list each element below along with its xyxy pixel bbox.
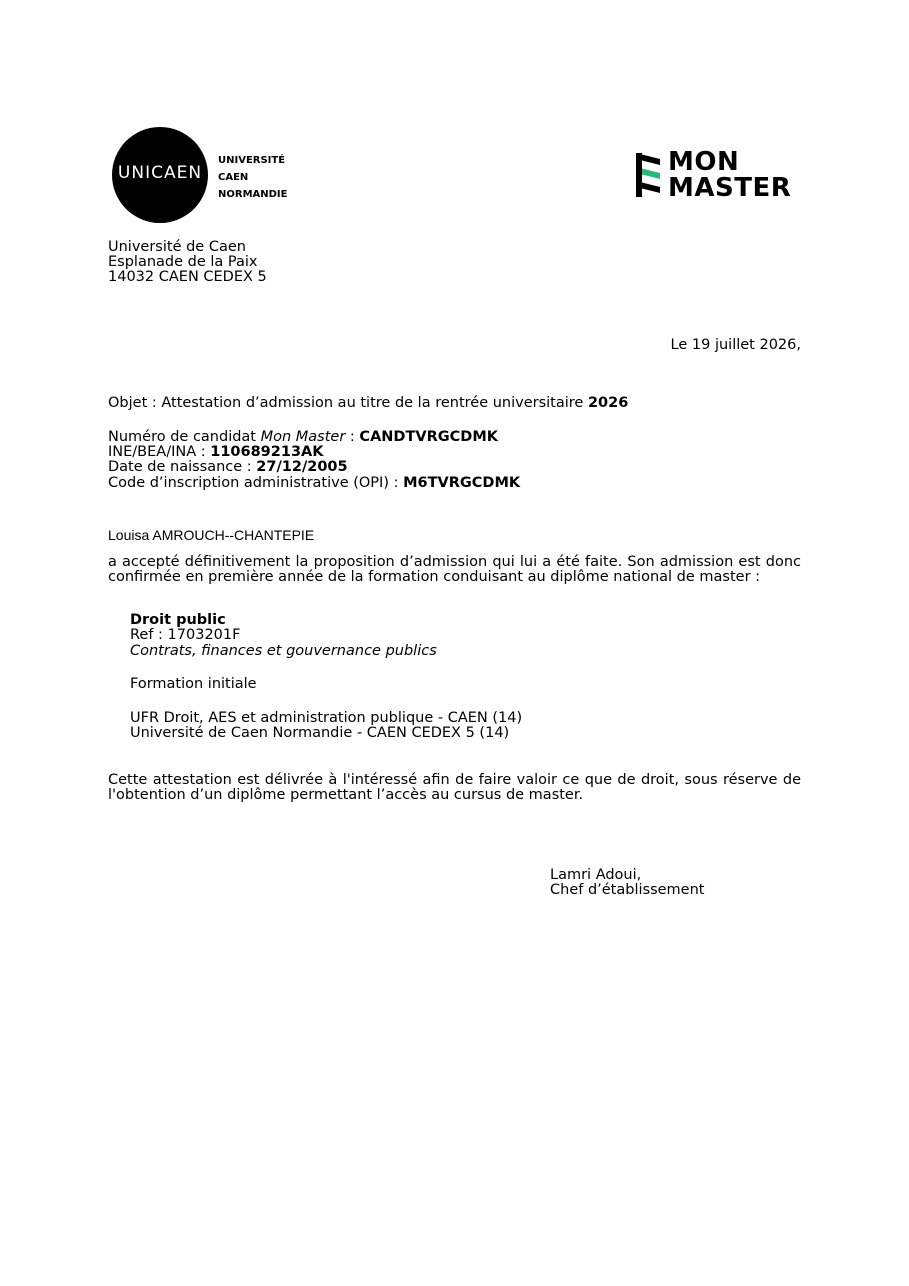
signatory-name: Lamri Adoui, — [550, 867, 642, 883]
university-logo-mark: UNICAEN — [117, 163, 203, 183]
ine-line — [108, 445, 324, 460]
university-logo-line2: CAEN — [218, 172, 249, 183]
monmaster-logo-line2: MASTER — [668, 173, 792, 203]
candidate-number-line — [108, 430, 498, 445]
object-year: 2026 — [587, 395, 629, 411]
university-logo-circle — [112, 127, 208, 223]
university-logo-text — [218, 152, 287, 203]
monmaster-logo-line1: MON — [668, 147, 740, 177]
birth-value: 27/12/2005 — [256, 459, 348, 475]
monmaster-logo — [634, 147, 804, 203]
sender-name: Université de Caen — [108, 239, 246, 255]
opi-value: M6TVRGCDMK — [403, 475, 521, 491]
object-label: Objet : Attestation d’admission au titre de la rentrée universitaire — [108, 395, 588, 411]
opi-line — [108, 476, 520, 491]
birth-date-line — [108, 460, 348, 475]
acceptance-paragraph: a accepté définitivement la proposition d’admission qui lui a été faite. Son admission est donc confirmée en première année de la formation conduisant au diplôme national de master : — [108, 554, 801, 585]
university-logo-line1: UNIVERSITÉ — [218, 155, 286, 166]
birth-label: Date de naissance : — [108, 459, 257, 475]
formation-ref: Ref : 1703201F — [130, 627, 241, 643]
formation-ufr: UFR Droit, AES et administration publique - CAEN (14) — [130, 710, 523, 726]
university-logo-line3: NORMANDIE — [218, 189, 288, 200]
candidate-value: CANDTVRGCDMK — [359, 429, 498, 445]
monmaster-logo-text — [668, 149, 791, 201]
object-line — [108, 396, 628, 411]
date-line: Le 19 juillet 2026, — [670, 337, 801, 353]
ine-value: 110689213AK — [210, 444, 324, 460]
university-logo — [106, 126, 298, 224]
candidate-label-sep: : — [345, 429, 360, 445]
formation-university: Université de Caen Normandie - CAEN CEDEX 5 (14) — [130, 725, 510, 741]
formation-type: Formation initiale — [130, 676, 257, 692]
closing-paragraph: Cette attestation est délivrée à l'intéressé afin de faire valoir ce que de droit, sous réserve de l'obtention d’un diplôme permettant l’accès au cursus de master. — [108, 772, 801, 803]
candidate-label-platform: Mon Master — [260, 429, 346, 445]
ine-label: INE/BEA/INA : — [108, 444, 211, 460]
opi-label: Code d’inscription administrative (OPI) : — [108, 475, 404, 491]
candidate-label: Numéro de candidat — [108, 429, 261, 445]
formation-track: Contrats, finances et gouvernance publics — [130, 643, 437, 659]
student-name: Louisa AMROUCH--CHANTEPIE — [108, 527, 315, 543]
sender-street: Esplanade de la Paix — [108, 254, 258, 270]
formation-title: Droit public — [130, 612, 226, 628]
monmaster-logo-mark — [634, 149, 662, 201]
sender-city: 14032 CAEN CEDEX 5 — [108, 269, 267, 285]
signatory-title: Chef d’établissement — [550, 882, 705, 898]
